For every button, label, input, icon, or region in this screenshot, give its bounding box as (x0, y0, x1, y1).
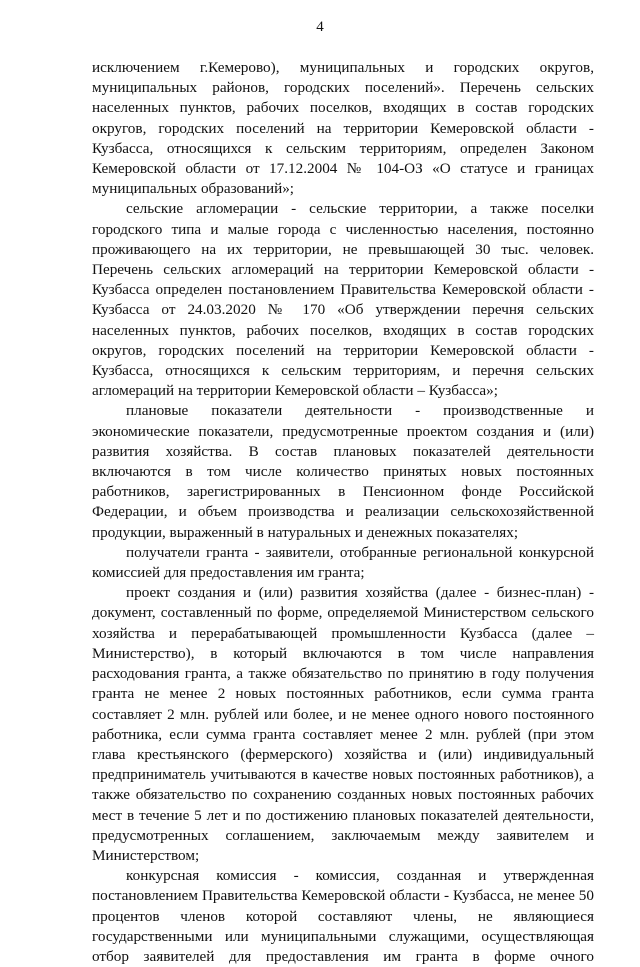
page-number: 4 (316, 19, 324, 35)
paragraph-grant-recipients: получатели гранта - заявители, отобранные региональной конкурсной комиссией для предоставления им гранта; (92, 543, 594, 582)
paragraph-business-plan: проект создания и (или) развития хозяйства (далее - бизнес-план) - документ, составленный по форме, определяемой Министерством сельского хозяйства и перерабатывающей промышленности Кузбасса (далее – Министерство), в который включаются в том числе направления расходования гранта, а также обязательство по принятию в году получения гранта не менее 2 новых постоянных работников, если сумма гранта составляет 2 млн. рублей или более, и не менее одного нового постоянного работника, если сумма гранта составляет менее 2 млн. рублей (при этом глава крестьянского (фермерского) хозяйства и (или) индивидуальный предприниматель учитываются в качестве новых постоянных работников), а также обязательство по сохранению созданных новых постоянных рабочих мест в течение 5 лет и по достижению плановых показателей деятельности, предусмотренных соглашением, заключаемым между заявителем и Министерством; (92, 584, 594, 864)
document-body (92, 58, 594, 967)
paragraph-rural-agglomerations: сельские агломерации - сельские территории, а также поселки городского типа и малые города с численностью населения, постоянно проживающего на их территории, не превышающей 30 тыс. человек. Перечень сельских агломераций на территории Кемеровской области - Кузбасса определен постановлением Правительства Кемеровской области - Кузбасса от 24.03.2020 № 170 «Об утверждении перечня сельских населенных пунктов, рабочих поселков, входящих в состав городских округов, городских поселений на территории Кемеровской области - Кузбасса, относящихся к сельским территориям, и перечня сельских агломераций на территории Кемеровской области – Кузбасса»; (92, 200, 594, 400)
paragraph-rural-territories-definition: исключением г.Кемерово), муниципальных и городских округов, муниципальных районов, городских поселений». Перечень сельских населенных пунктов, рабочих поселков, входящих в состав городских округов, городских поселений на территории Кемеровской области - Кузбасса, относящихся к сельским территориям, определен Законом Кемеровской области от 17.12.2004 № 104-ОЗ «О статусе и границах муниципальных образований»; (92, 59, 594, 198)
paragraph-competition-commission: конкурсная комиссия - комиссия, созданная и утвержденная постановлением Правительства Кемеровской области - Кузбасса, не менее 50 процентов членов которой составляют члены, не являющиеся государственными или муниципальными служащими, осуществляющая отбор заявителей для предоставления им гранта в форме очного (92, 867, 594, 965)
paragraph-planned-indicators: плановые показатели деятельности - производственные и экономические показатели, предусмотренные проектом создания и (или) развития хозяйства. В состав плановых показателей деятельности включаются в том числе количество принятых новых постоянных работников, зарегистрированных в Пенсионном фонде Российской Федерации, и объем производства и реализации сельскохозяйственной продукции, выраженный в натуральных и денежных показателях; (92, 402, 594, 541)
